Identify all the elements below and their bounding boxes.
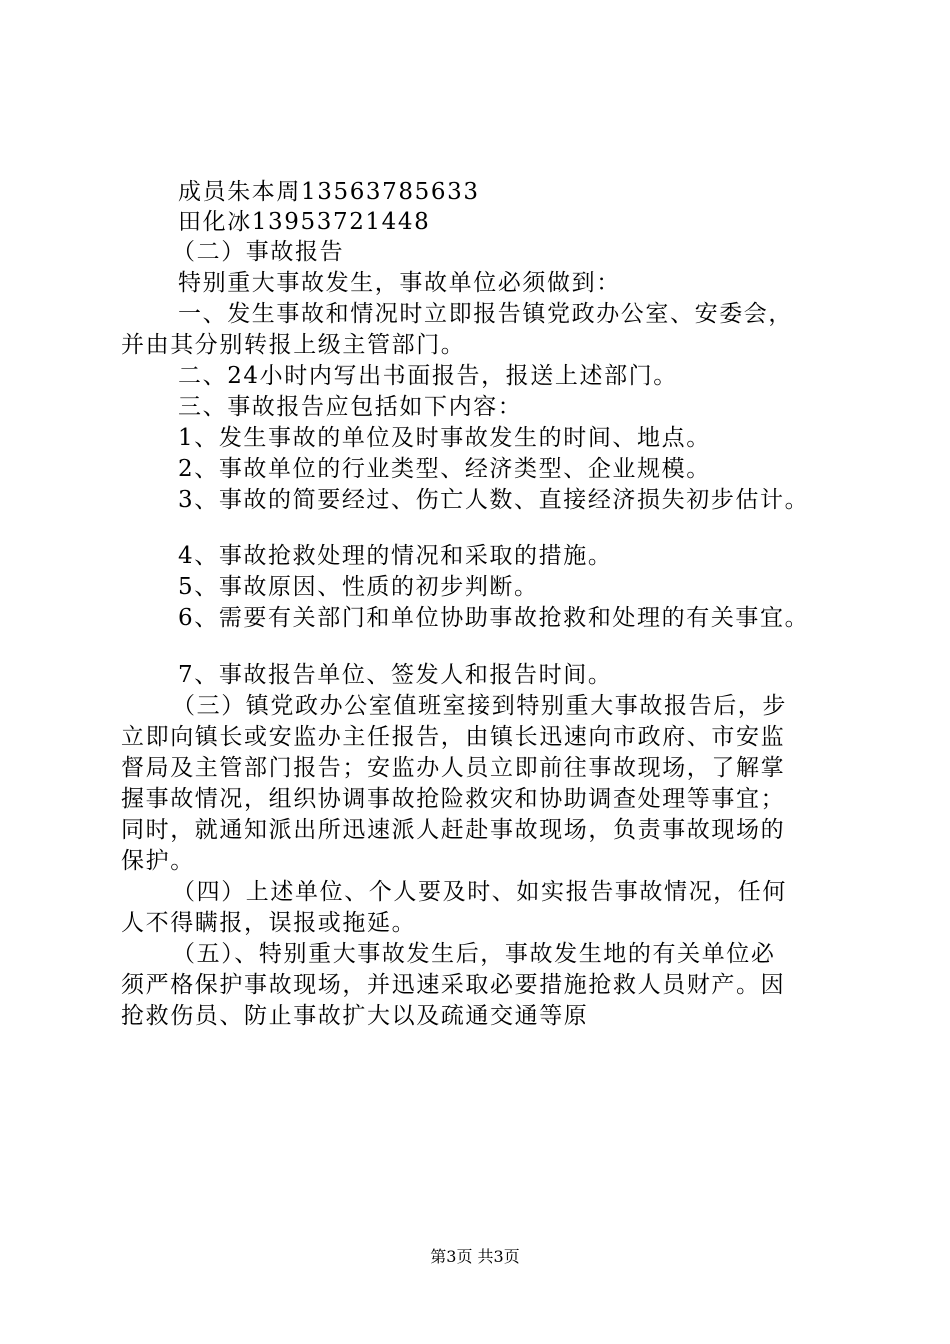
text-line: 4、事故抢救处理的情况和采取的措施。	[178, 543, 613, 569]
text-line: 特别重大事故发生，事故单位必须做到：	[178, 270, 621, 296]
text-line: 2、事故单位的行业类型、经济类型、企业规模。	[178, 456, 711, 482]
text-line: 立即向镇长或安监办主任报告，由镇长迅速向市政府、市安监	[121, 724, 786, 750]
text-line: 人不得瞒报，误报或拖延。	[121, 910, 417, 936]
text-line: 二、24小时内写出书面报告，报送上述部门。	[178, 363, 678, 389]
text-line: 督局及主管部门报告；安监办人员立即前往事故现场，了解掌	[121, 755, 786, 781]
text-line: 一、发生事故和情况时立即报告镇党政办公室、安委会，	[178, 301, 793, 327]
text-line: 握事故情况，组织协调事故抢险救灾和协助调查处理等事宜；	[121, 786, 786, 812]
text-line: 5、事故原因、性质的初步判断。	[178, 574, 539, 600]
text-line: 保护。	[121, 848, 195, 874]
text-line: 同时，就通知派出所迅速派人赶赴事故现场，负责事故现场的	[121, 817, 786, 843]
text-line: 6、需要有关部门和单位协助事故抢救和处理的有关事宜。	[178, 605, 810, 631]
text-line: （五）、特别重大事故发生后，事故发生地的有关单位必	[172, 941, 776, 967]
text-line: 须严格保护事故现场，并迅速采取必要措施抢救人员财产。因	[121, 972, 786, 998]
text-line: 并由其分别转报上级主管部门。	[121, 332, 466, 358]
text-line: 田化冰13953721448	[178, 209, 431, 235]
text-line: 1、发生事故的单位及时事故发生的时间、地点。	[178, 425, 711, 451]
page-footer: 第3页 共3页	[430, 1247, 520, 1266]
text-line: 3、事故的简要经过、伤亡人数、直接经济损失初步估计。	[178, 487, 810, 513]
text-line: 抢救伤员、防止事故扩大以及疏通交通等原	[121, 1003, 589, 1029]
text-line: 7、事故报告单位、签发人和报告时间。	[178, 662, 613, 688]
text-line: 三、事故报告应包括如下内容：	[178, 394, 523, 420]
text-line: （四）上述单位、个人要及时、如实报告事故情况，任何	[172, 879, 787, 905]
text-line: （二）事故报告	[172, 239, 345, 265]
text-line: 成员朱本周13563785633	[178, 179, 480, 205]
text-line: （三）镇党政办公室值班室接到特别重大事故报告后，步	[172, 693, 787, 719]
